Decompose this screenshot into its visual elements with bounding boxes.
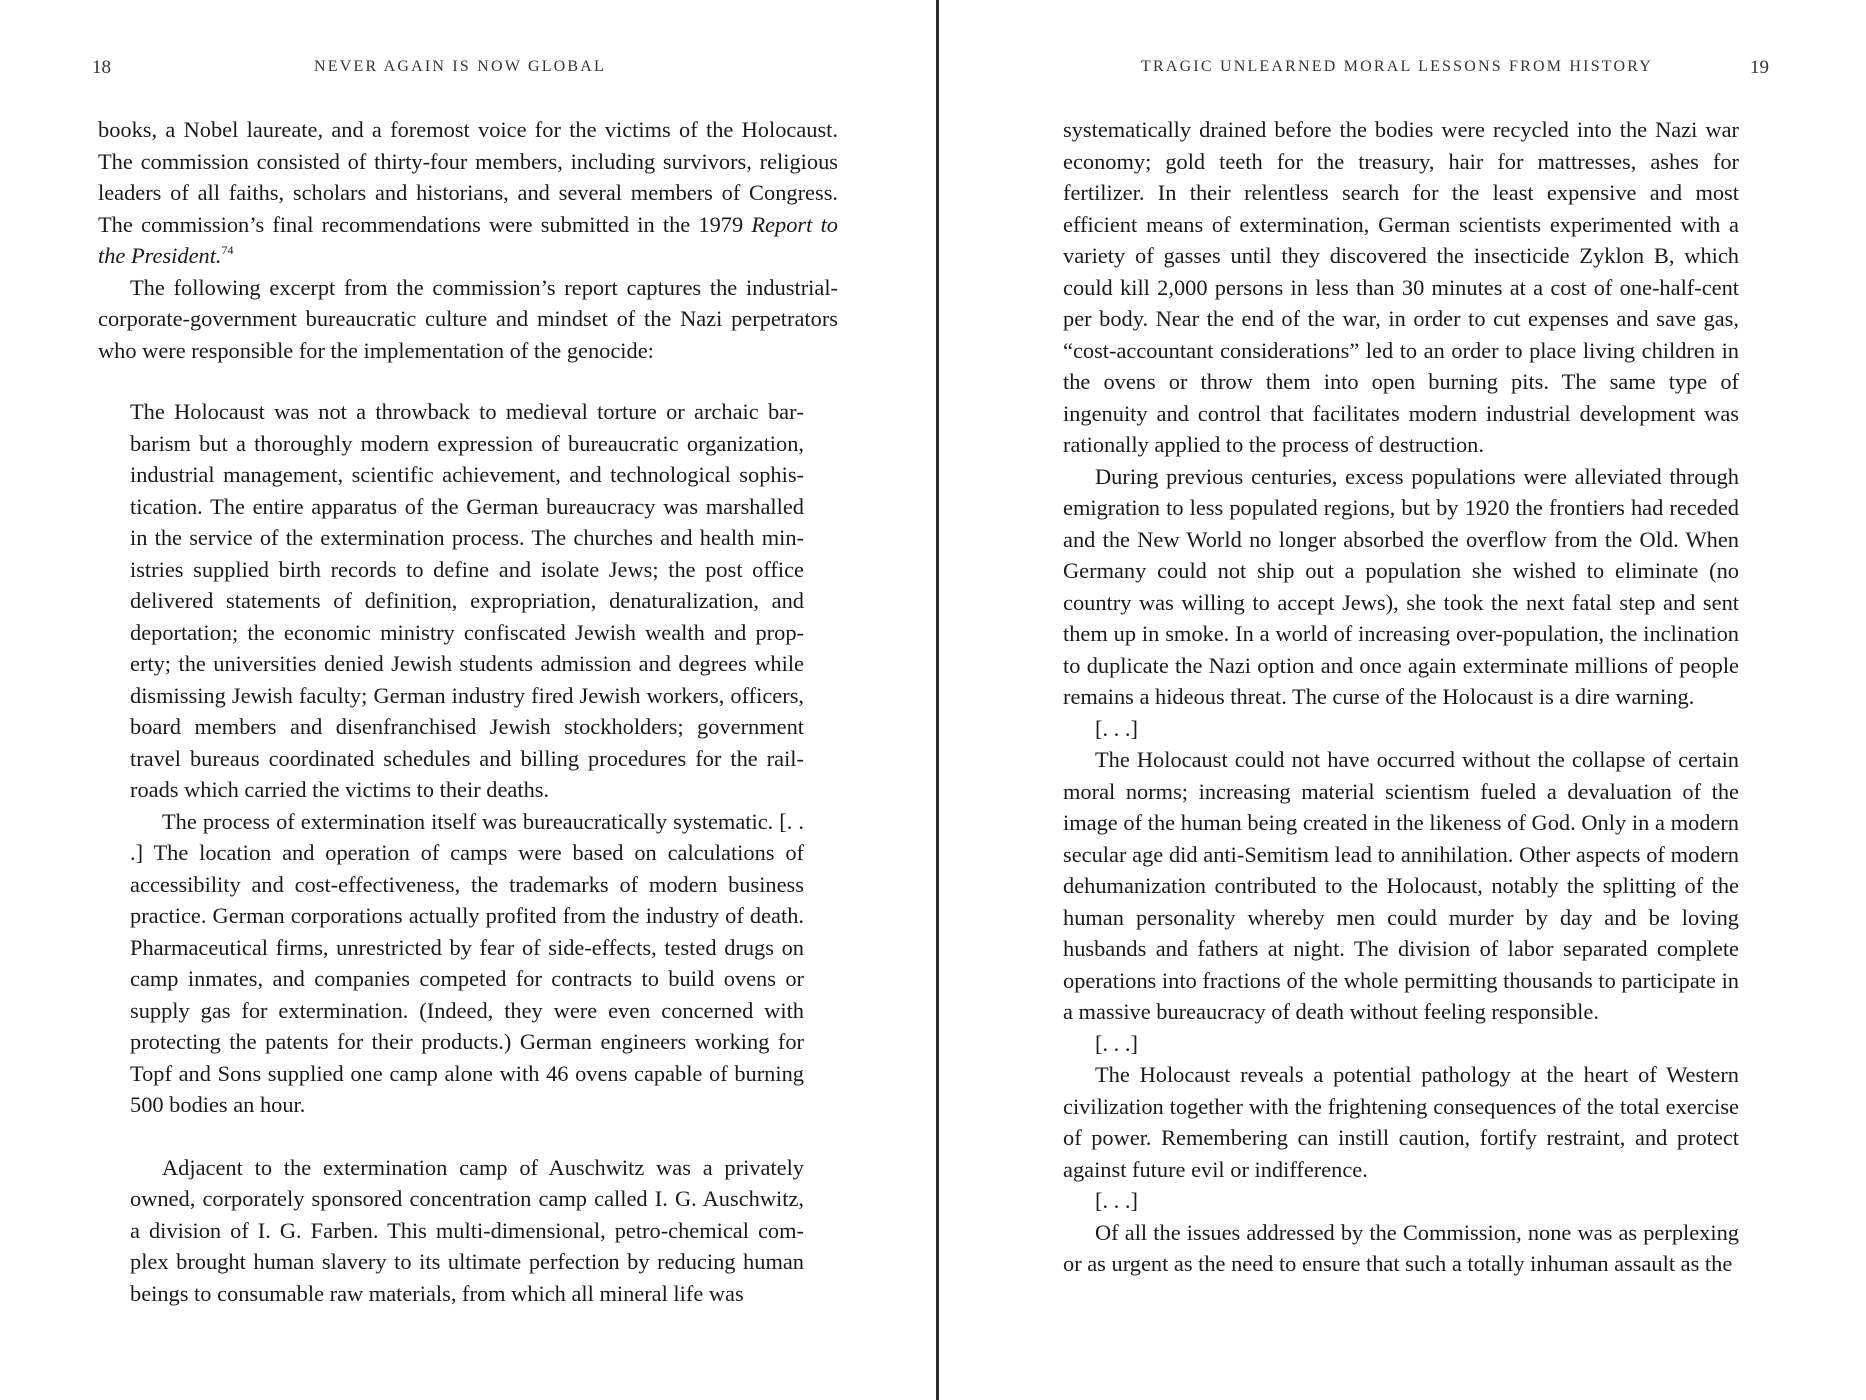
right-paragraph-3: The Holocaust could not have occurred without the collapse of certain moral norms; increasing material scientism fueled a devaluation of the image of the human being created in the likeness of God. Only in a modern secular age did anti-Semitism lead to annihilation. Other aspects of modern dehumanization contributed to the Holocaust, notably the splitting of the human personality whereby men could murder by day and be loving husbands and fathers at night. The division of labor separated complete operations into fractions of the whole permitting thousands to participate in a massive bureaucracy of death without feeling responsible. — [1063, 747, 1739, 1024]
left-paragraph-2: The following excerpt from the commission’s report captures the industrial-corporate-government bureaucratic culture and mindset of the Nazi perpetrators who were responsible for the implementation of the genocide: — [98, 274, 838, 363]
right-paragraph-4: The Holocaust reveals a potential pathology at the heart of Western civilization together with the frightening consequences of the total exercise of power. Remembering can instill caution, fortify restraint, and protect against future evil or indifference. — [1063, 1062, 1739, 1182]
quote-paragraph-1: The Holocaust was not a throwback to medieval torture or archaic barbarism but a thoroughly modern expression of bureaucratic organization, industrial management, scientific achievement, and technological sophistication. The entire apparatus of the German bureaucracy was marshalled in the service of the extermination process. The churches and health ministries supplied birth records to define and isolate Jews; the post office delivered statements of definition, expropriation, denaturalization, and deportation; the economic ministry confiscated Jewish wealth and property; the universities denied Jewish students admission and degrees while dismissing Jewish faculty; German industry fired Jewish workers, officers, board members and disenfranchised Jewish stockholders; government travel bureaus coordinated schedules and billing procedures for the railroads which carried the victims to their deaths. — [130, 399, 804, 802]
left-paragraph-1-text: books, a Nobel laureate, and a foremost voice for the victims of the Holocaust. The commission consisted of thirty-four members, including survivors, religious leaders of all faiths, scholars and historians, and several members of Congress. The commission’s final recommendations were submitted in the 1979 — [98, 117, 838, 237]
ellipsis-1: [. . .] — [1095, 715, 1138, 741]
right-paragraph-2: During previous centuries, excess populations were alleviated through emigration to less populated regions, but by 1920 the frontiers had receded and the New World no longer absorbed the overflow from the Old. When Germany could not ship out a population she wished to eliminate (no country was willing to accept Jews), she took the next fatal step and sent them up in smoke. In a world of increasing over-population, the inclination to duplicate the Nazi option and once again exterminate millions of people remains a hideous threat. The curse of the Holocaust is a dire warning. — [1063, 463, 1739, 709]
page-gutter-divider — [936, 0, 939, 1400]
left-paragraph-1 — [98, 114, 838, 272]
right-body-text — [1063, 114, 1739, 1280]
right-page — [940, 0, 1866, 1400]
right-page-number: 19 — [1750, 57, 1769, 78]
footnote-ref-74: 74 — [221, 243, 234, 257]
quote-section-gap — [130, 1121, 804, 1152]
right-paragraph-1: systematically drained before the bodies were recycled into the Nazi war economy; gold teeth for the treasury, hair for mattresses, ashes for fertilizer. In their relentless search for the least expensive and most efficient means of extermination, German scientists experimented with a variety of gasses until they discovered the insecticide Zyklon B, which could kill 2,000 persons in less than 30 minutes at a cost of one-half-cent per body. Near the end of the war, in order to cut expenses and save gas, “cost-accountant considerations” led to an order to place living children in the ovens or throw them into open burning pits. The same type of ingenuity and control that facilitates modern industrial development was rationally applied to the process of destruction. — [1063, 117, 1739, 457]
quote-paragraph-2: The process of extermination itself was bureaucratically systematic. [. . .] The location and operation of camps were based on calculations of accessibility and cost-effectiveness, the trademarks of modern business practice. German corporations actually profited from the industry of death. Pharmaceutical firms, unrestricted by fear of side-effects, tested drugs on camp inmates, and companies competed for contracts to build ovens or supply gas for extermination. (Indeed, they were even concerned with protecting the patents for their products.) German engineers working for Topf and Sons supplied one camp alone with 46 ovens capable of burning 500 bodies an hour. — [130, 808, 804, 1117]
left-running-head: NEVER AGAIN IS NOW GLOBAL — [314, 58, 607, 75]
quote-paragraph-3: Adjacent to the extermination camp of Auschwitz was a privately owned, corporately sponsored concentration camp called I. G. Auschwitz, a division of I. G. Farben. This multi-dimensional, petro-chemical complex brought human slavery to its ultimate perfection by reducing human beings to consumable raw materials, from which all mineral life was — [130, 1154, 804, 1306]
ellipsis-2: [. . .] — [1095, 1030, 1138, 1056]
right-running-head: TRAGIC UNLEARNED MORAL LESSONS FROM HISTORY — [1141, 58, 1653, 75]
block-quote — [130, 396, 804, 1309]
report-title-italic: Report to the President. — [98, 211, 838, 268]
right-paragraph-5: Of all the issues addressed by the Commission, none was as perplexing or as urgent as the need to ensure that such a totally inhuman assault as the — [1063, 1219, 1739, 1276]
left-page-number: 18 — [92, 57, 111, 78]
ellipsis-3: [. . .] — [1095, 1188, 1138, 1213]
left-body-text — [98, 114, 838, 366]
